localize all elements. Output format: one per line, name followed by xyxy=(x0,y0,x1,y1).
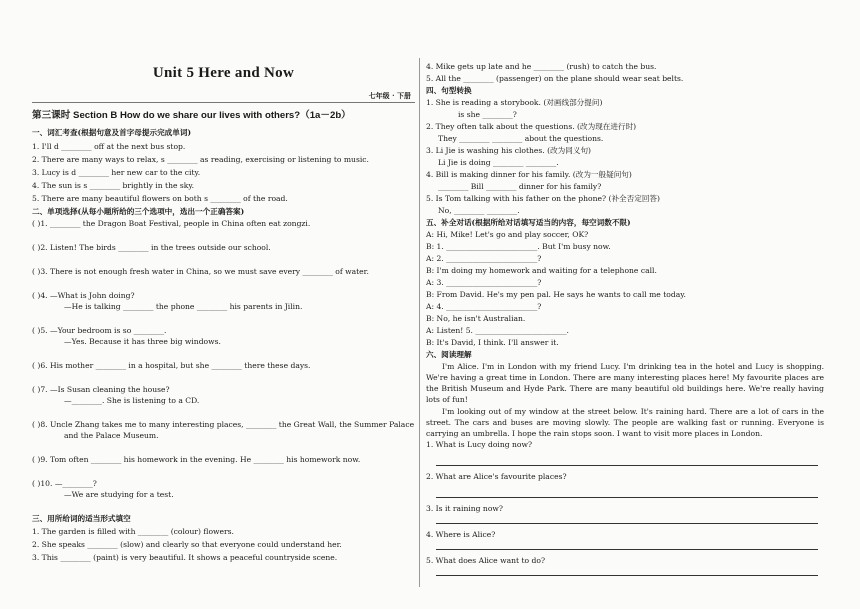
lesson-heading: 第三课时 Section B How do we share our lives with others?（1a－2b） xyxy=(32,110,351,121)
grade-label: 七年级 · 下册 xyxy=(368,91,411,100)
column-divider xyxy=(419,58,420,587)
mc-question-cont: —We are studying for a test. xyxy=(64,490,174,499)
dialogue-line: B: From David. He's my pen pal. He says he wants to call me today. xyxy=(426,290,686,299)
reading-paragraph-2: I'm looking out of my window at the street below. It's raining hard. There are a lot of cars in the street. The cars and buses are moving slowly. The people are walking fast or running. Everyone is carrying an umbrella. I hope the rain stops soon. I want to visit more places in London. xyxy=(426,407,824,438)
answer-line[interactable] xyxy=(436,549,818,550)
answer-line[interactable] xyxy=(436,465,818,466)
reading-paragraph-1: I'm Alice. I'm in London with my friend Lucy. I'm drinking tea in the hotel and Lucy is shopping. We're having a great time in London. There are many interesting places here! My favourite places are the British Museum and Hyde Park. There are many beautiful old buildings here. We're really having lots of fun! xyxy=(426,362,824,404)
mc-question: ( )10. —________? xyxy=(32,479,97,488)
s4-line: Li Jie is doing ________ ________. xyxy=(438,158,559,167)
s1-item: 4. The sun is s ________ brightly in the sky. xyxy=(32,181,195,190)
s4-line: 3. Li Jie is washing his clothes. (改为同义句) xyxy=(426,146,592,155)
dialogue-line: A: 3. ________________________? xyxy=(426,278,542,287)
dialogue-line: B: It's David, I think. I'll answer it. xyxy=(426,338,559,347)
mc-question: ( )2. Listen! The birds ________ in the trees outside our school. xyxy=(32,243,271,252)
s3-item: 1. The garden is filled with ________ (colour) flowers. xyxy=(32,527,234,536)
section3-heading: 三、用所给词的适当形式填空 xyxy=(32,514,131,523)
section5-heading: 五、补全对话(根据所给对话填写适当的内容，每空词数不限) xyxy=(426,218,631,227)
reading-question: 5. What does Alice want to do? xyxy=(426,556,546,565)
s4-line: 4. Bill is making dinner for his family. (改为一般疑问句) xyxy=(426,170,632,179)
s4-line: ________ Bill ________ dinner for his family? xyxy=(438,182,602,191)
right-column xyxy=(426,0,824,609)
dialogue-line: A: 4. ________________________? xyxy=(426,302,542,311)
title-rule xyxy=(32,102,415,103)
s1-item: 1. I'll d ________ off at the next bus stop. xyxy=(32,142,186,151)
unit-title: Unit 5 Here and Now xyxy=(152,65,295,81)
s4-line: No, ________ ________. xyxy=(438,206,520,215)
s3-item: 2. She speaks ________ (slow) and clearly so that everyone could understand her. xyxy=(32,540,342,549)
dialogue-line: A: 2. ________________________? xyxy=(426,254,542,263)
mc-question: ( )1. ________ the Dragon Boat Festival, people in China often eat zongzi. xyxy=(32,219,311,228)
mc-question: ( )6. His mother ________ in a hospital, but she ________ there these days. xyxy=(32,361,311,370)
mc-question-cont: —________. She is listening to a CD. xyxy=(64,396,200,405)
section6-heading: 六、阅读理解 xyxy=(426,350,472,359)
mc-question: ( )8. Uncle Zhang takes me to many interesting places, ________ the Great Wall, the Summer Palace xyxy=(32,420,415,429)
dialogue-line: B: No, he isn't Australian. xyxy=(426,314,526,323)
s4-line: is she ________? xyxy=(458,110,517,119)
mc-question-cont: —Yes. Because it has three big windows. xyxy=(64,337,221,346)
section1-heading: 一、词汇考查(根据句意及首字母提示完成单词) xyxy=(32,128,192,137)
reading-question: 2. What are Alice's favourite places? xyxy=(426,472,567,481)
s1-item: 2. There are many ways to relax, s ________ as reading, exercising or listening to music. xyxy=(32,155,369,164)
mc-question: ( )7. —Is Susan cleaning the house? xyxy=(32,385,170,394)
mc-question-cont: —He is talking ________ the phone ________ his parents in Jilin. xyxy=(64,302,303,311)
left-column xyxy=(32,0,415,609)
mc-question: ( )3. There is not enough fresh water in China, so we must save every ________ of water. xyxy=(32,267,369,276)
s4-line: 2. They often talk about the questions. (改为现在进行时) xyxy=(426,122,637,131)
dialogue-line: A: Listen! 5. ________________________. xyxy=(426,326,569,335)
s3-item: 5. All the ________ (passenger) on the plane should wear seat belts. xyxy=(426,74,684,83)
answer-line[interactable] xyxy=(436,523,818,524)
s4-line: 1. She is reading a storybook. (对画线部分提问) xyxy=(426,98,603,107)
mc-question: ( )4. —What is John doing? xyxy=(32,291,135,300)
reading-question: 4. Where is Alice? xyxy=(426,530,496,539)
section2-heading: 二、单项选择(从每小题所给的三个选项中，选出一个正确答案) xyxy=(32,207,245,216)
mc-question-cont: and the Palace Museum. xyxy=(64,431,159,440)
s1-item: 3. Lucy is d ________ her new car to the city. xyxy=(32,168,201,177)
s4-line: 5. Is Tom talking with his father on the phone? (补全否定回答) xyxy=(426,194,660,203)
s3-item: 4. Mike gets up late and he ________ (rush) to catch the bus. xyxy=(426,62,657,71)
s4-line: They ________ ________ about the questions. xyxy=(438,134,604,143)
answer-line[interactable] xyxy=(436,497,818,498)
mc-question: ( )9. Tom often ________ his homework in the evening. He ________ his homework now. xyxy=(32,455,361,464)
answer-line[interactable] xyxy=(436,575,818,576)
section4-heading: 四、句型转换 xyxy=(426,86,472,95)
reading-question: 1. What is Lucy doing now? xyxy=(426,440,533,449)
s1-item: 5. There are many beautiful flowers on both s ________ of the road. xyxy=(32,194,288,203)
dialogue-line: B: 1. ________________________. But I'm busy now. xyxy=(426,242,611,251)
dialogue-line: B: I'm doing my homework and waiting for a telephone call. xyxy=(426,266,657,275)
mc-question: ( )5. —Your bedroom is so ________. xyxy=(32,326,167,335)
reading-question: 3. Is it raining now? xyxy=(426,504,503,513)
dialogue-line: A: Hi, Mike! Let's go and play soccer, OK? xyxy=(426,230,589,239)
s3-item: 3. This ________ (paint) is very beautiful. It shows a peaceful countryside scene. xyxy=(32,553,338,562)
